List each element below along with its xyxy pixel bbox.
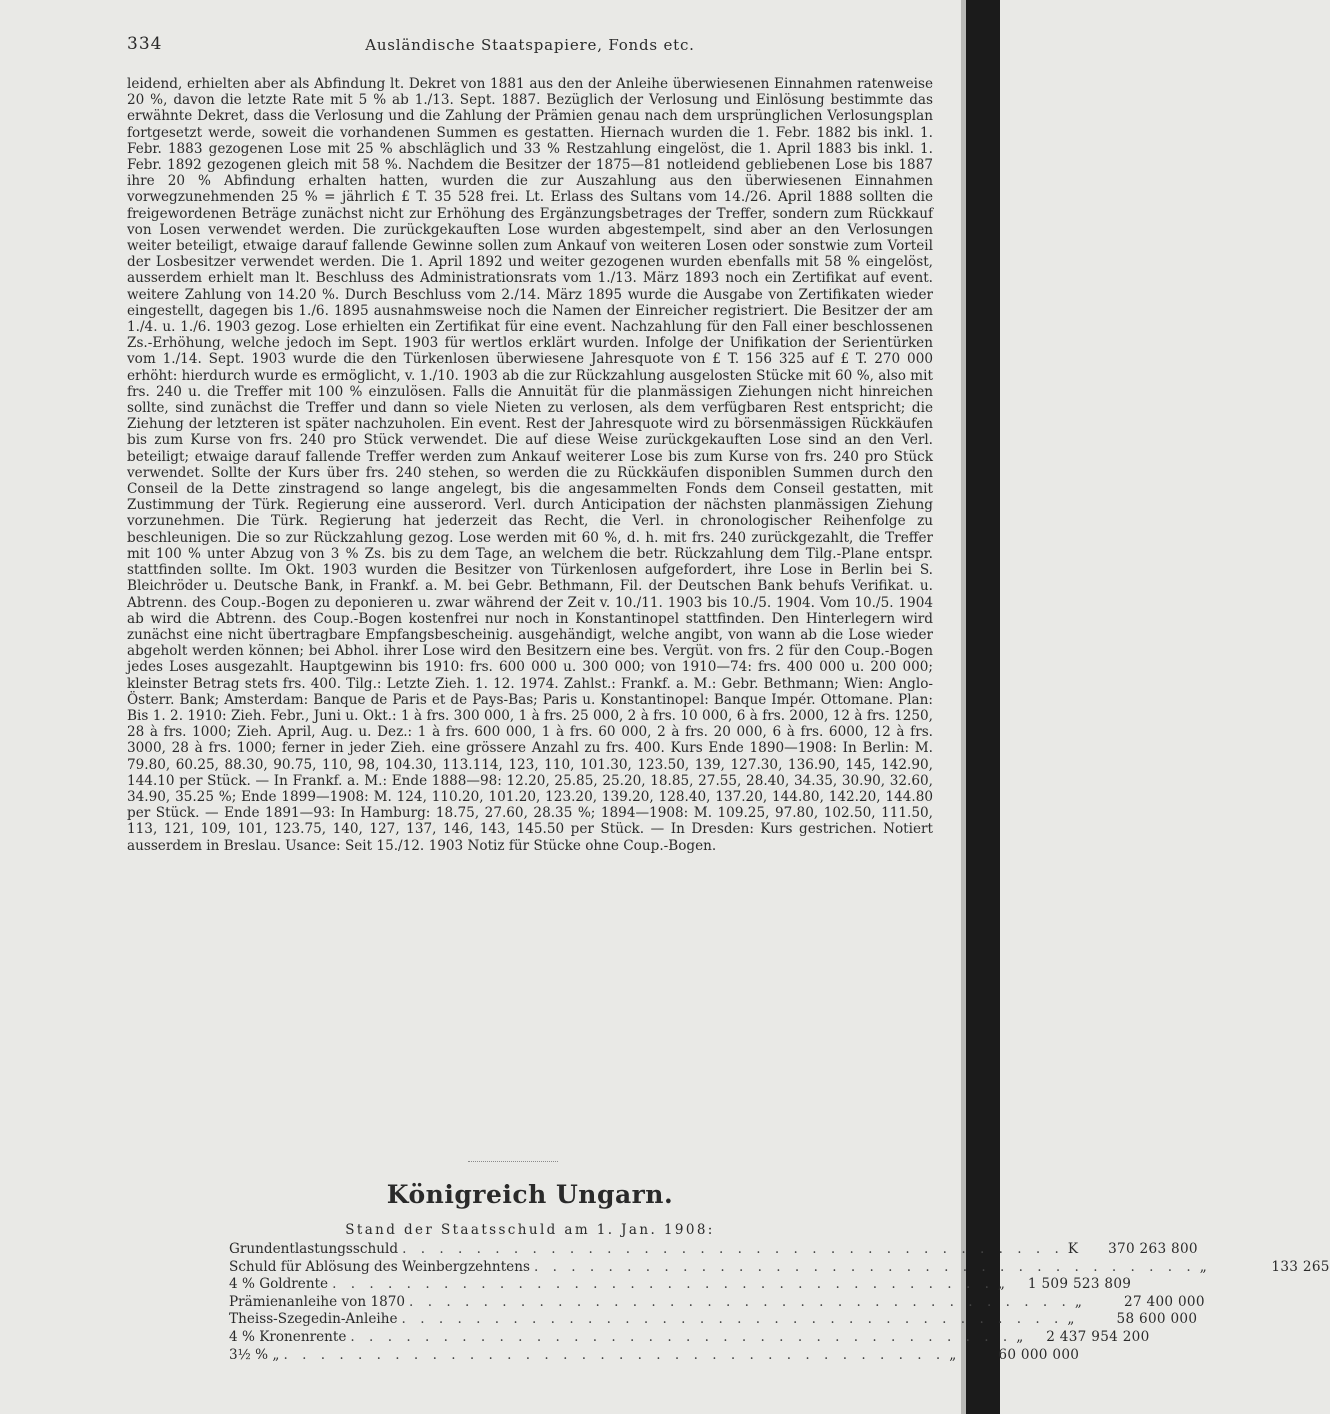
- debt-caption: Stand der Staatsschuld am 1. Jan. 1908:: [345, 1222, 715, 1238]
- debt-name: 4 % Kronenrente: [229, 1328, 347, 1345]
- leader-dots: . . . . . . . . . . . . . . . . . . . . . . . . . . . . . . . . . . . .: [332, 1276, 994, 1293]
- leader-dots: . . . . . . . . . . . . . . . . . . . . . . . . . . . . . . . . . . . .: [350, 1328, 1013, 1345]
- debt-row: [229, 1276, 1132, 1294]
- running-title: Ausländische Staatspapiere, Fonds etc.: [365, 36, 695, 54]
- page-number: 334: [127, 34, 163, 54]
- debt-amount: 2 437 954 200: [1046, 1328, 1150, 1345]
- debt-amount: 27 400 000: [1124, 1293, 1205, 1310]
- debt-row: [229, 1258, 1330, 1277]
- debt-unit: „: [1016, 1328, 1024, 1345]
- page-header: [127, 34, 933, 60]
- debt-name: 3½ % „: [229, 1346, 280, 1363]
- debt-amount: 60 000 000: [998, 1346, 1080, 1363]
- debt-unit: „: [997, 1276, 1005, 1293]
- book-binding-edge: [966, 0, 1000, 1414]
- debt-row: [229, 1328, 1150, 1347]
- debt-row: [229, 1311, 1198, 1329]
- section-heading: Königreich Ungarn.: [386, 1180, 674, 1209]
- debt-unit: K: [1067, 1241, 1079, 1257]
- leader-dots: . . . . . . . . . . . . . . . . . . . . . . . . . . . . . . . . . . . .: [283, 1346, 946, 1363]
- debt-name: Schuld für Ablösung des Weinbergzehntens: [229, 1258, 530, 1275]
- debt-name: Theiss-Szegedin-Anleihe: [229, 1311, 398, 1328]
- debt-unit: „: [1067, 1311, 1075, 1328]
- body-text: [127, 76, 933, 854]
- debt-amount: 370 263 800: [1108, 1241, 1198, 1257]
- debt-table: [229, 1241, 1330, 1364]
- debt-amount: 1 509 523 809: [1027, 1276, 1132, 1293]
- body-paragraph: leidend, erhielten aber als Abfindung lt. Dekret von 1881 aus den der Anleihe überwiesenen Einnahmen ratenweise 20 %, davon die letzte Rate mit 5 % ab 1./13. Sept. 1887. Bezüglich der Verlosung und Einlösung bestimmte das erwähnte Dekret, dass die Verlosung und die Zahlung der Prämien genau nach dem ursprünglichen Verlosungsplan fortgesetzt werde, soweit die vorhandenen Summen es gestatten. Hiernach wurden die 1. Febr. 1882 bis inkl. 1. Febr. 1883 gezogenen Lose mit 25 % abschläglich und 33 % Restzahlung eingelöst, die 1. April 1883 bis inkl. 1. Febr. 1892 gezogenen gleich mit 58 %. Nachdem die Besitzer der 1875—81 notleidend gebliebenen Lose bis 1887 ihre 20 % Abfindung erhalten hatten, wurden die zur Auszahlung aus den überwiesenen Einnahmen vorwegzunehmenden 25 % = jährlich £ T. 35 528 frei. Lt. Erlass des Sultans vom 14./26. April 1888 sollten die freigewordenen Beträge zunächst nicht zur Erhöhung des Ergänzungsbetrages der Treffer, sondern zum Rückkauf von Losen verwendet werden. Die zurückgekauften Lose wurden abgestempelt, sind aber an den Verlosungen weiter beteiligt, etwaige darauf fallende Gewinne sollen zum Ankauf von weiteren Losen oder sonstwie zum Vorteil der Losbesitzer verwendet werden. Die 1. April 1892 und weiter gezogenen wurden ebenfalls mit 58 % eingelöst, ausserdem erhielt man lt. Beschluss des Administrationsrats vom 1./13. März 1893 noch ein Zertifikat auf event. weitere Zahlung von 14.20 %. Durch Beschluss vom 2./14. März 1895 wurde die Ausgabe von Zertifikaten wieder eingestellt, dagegen bis 1./6. 1895 ausnahmsweise noch die Namen der Einreicher registriert. Die Besitzer der am 1./4. u. 1./6. 1903 gezog. Lose erhielten ein Zertifikat für eine event. Nachzahlung für den Fall einer beschlossenen Zs.-Erhöhung, welche jedoch im Sept. 1903 für wertlos erklärt wurden. Infolge der Unifikation der Serientürken vom 1./14. Sept. 1903 wurde die den Türkenlosen überwiesene Jahresquote von £ T. 156 325 auf £ T. 270 000 erhöht: hierdurch wurde es ermöglicht, v. 1./10. 1903 ab die zur Rückzahlung ausgelosten Stücke mit 60 %, also mit frs. 240 u. die Treffer mit 100 % einzulösen. Falls die Annuität für die planmässigen Ziehungen nicht hinreichen sollte, sind zunächst die Treffer und dann so viele Nieten zu verlosen, als dem verfügbaren Rest entspricht; die Ziehung der letzteren ist später nachzuholen. Ein event. Rest der Jahresquote wird zu börsenmässigen Rückkäufen bis zum Kurse von frs. 240 pro Stück verwendet. Die auf diese Weise zurückgekauften Lose sind an den Verl. beteiligt; etwaige darauf fallende Treffer werden zum Ankauf weiterer Lose bis zum Kurse von frs. 240 pro Stück verwendet. Sollte der Kurs über frs. 240 stehen, so werden die zu Rückkäufen disponiblen Summen durch den Conseil de la Dette zinstragend so lange angelegt, bis die angesammelten Fonds dem Conseil gestatten, mit Zustimmung der Türk. Regierung eine ausserord. Verl. durch Anticipation der nächsten planmässigen Ziehung vorzunehmen. Die Türk. Regierung hat jederzeit das Recht, die Verl. in chronologischer Reihenfolge zu beschleunigen. Die so zur Rückzahlung gezog. Lose werden mit 60 %, d. h. mit frs. 240 zurückgezahlt, die Treffer mit 100 % unter Abzug von 3 % Zs. bis zu dem Tage, an welchem die betr. Rückzahlung dem Tilg.-Plane entspr. stattfinden sollte. Im Okt. 1903 wurden die Besitzer von Türkenlosen aufgefordert, ihre Lose in Berlin bei S. Bleichröder u. Deutsche Bank, in Frankf. a. M. bei Gebr. Bethmann, Fil. der Deutschen Bank behufs Verifikat. u. Abtrenn. des Coup.-Bogen zu deponieren u. zwar während der Zeit v. 10./11. 1903 bis 10./5. 1904. Vom 10./5. 1904 ab wird die Abtrenn. des Coup.-Bogen kostenfrei nur noch in Konstantinopel stattfinden. Den Hinterlegern wird zunächst eine nicht übertragbare Empfangsbescheinig. ausgehändigt, welche angibt, von wann ab die Lose wieder abgeholt werden können; bei Abhol. ihrer Lose wird den Besitzern eine bes. Vergüt. von frs. 2 für den Coup.-Bogen jedes Loses ausgezahlt. Hauptgewinn bis 1910: frs. 600 000 u. 300 000; von 1910—74: frs. 400 000 u. 200 000; kleinster Betrag stets frs. 400. Tilg.: Letzte Zieh. 1. 12. 1974. Zahlst.: Frankf. a. M.: Gebr. Bethmann; Wien: Anglo-Österr. Bank; Amsterdam: Banque de Paris et de Pays-Bas; Paris u. Konstantinopel: Banque Impér. Ottomane. Plan: Bis 1. 2. 1910: Zieh. Febr., Juni u. Okt.: 1 à frs. 300 000, 1 à frs. 25 000, 2 à frs. 10 000, 6 à frs. 2000, 12 à frs. 1250, 28 à frs. 1000; Zieh. April, Aug. u. Dez.: 1 à frs. 600 000, 1 à frs. 60 000, 2 à frs. 20 000, 6 à frs. 6000, 12 à frs. 3000, 28 à frs. 1000; ferner in jeder Zieh. eine grössere Anzahl zu frs. 400. Kurs Ende 1890—1908: In Berlin: M. 79.80, 60.25, 88.30, 90.75, 110, 98, 104.30, 113.114, 123, 110, 101.30, 123.50, 139, 127.30, 136.90, 145, 142.90, 144.10 per Stück. — In Frankf. a. M.: Ende 1888—98: 12.20, 25.85, 25.20, 18.85, 27.55, 28.40, 34.35, 30.90, 32.60, 34.90, 35.25 %; Ende 1899—1908: M. 124, 110.20, 101.20, 123.20, 139.20, 128.40, 137.20, 144.80, 142.20, 144.80 per Stück. — Ende 1891—93: In Hamburg: 18.75, 27.60, 28.35 %; 1894—1908: M. 109.25, 97.80, 102.50, 111.50, 113, 121, 109, 101, 123.75, 140, 127, 137, 146, 143, 145.50 per Stück. — In Dresden: Kurs gestrichen. Notiert ausserdem in Breslau. Usance: Seit 15./12. 1903 Notiz für Stücke ohne Coup.-Bogen.: [127, 76, 933, 854]
- debt-unit: „: [949, 1346, 957, 1363]
- debt-name: Prämienanleihe von 1870: [229, 1293, 406, 1310]
- debt-row: [229, 1241, 1198, 1259]
- debt-row: [229, 1346, 1080, 1365]
- debt-name: 4 % Goldrente: [229, 1276, 329, 1293]
- leader-dots: . . . . . . . . . . . . . . . . . . . . . . . . . . . . . . . . . . . .: [533, 1258, 1196, 1275]
- debt-name: Grundentlastungsschuld: [229, 1241, 399, 1257]
- leader-dots: . . . . . . . . . . . . . . . . . . . . . . . . . . . . . . . . . . . .: [409, 1293, 1071, 1310]
- leader-dots: . . . . . . . . . . . . . . . . . . . . . . . . . . . . . . . . . . . .: [402, 1241, 1064, 1257]
- leader-dots: . . . . . . . . . . . . . . . . . . . . . . . . . . . . . . . . . . . .: [401, 1311, 1064, 1328]
- debt-unit: „: [1199, 1258, 1207, 1275]
- debt-unit: „: [1074, 1293, 1082, 1310]
- section-separator: [468, 1161, 558, 1162]
- debt-amount: 133 265: [1271, 1258, 1330, 1275]
- debt-amount: 58 600 000: [1116, 1311, 1198, 1328]
- debt-row: [229, 1293, 1205, 1312]
